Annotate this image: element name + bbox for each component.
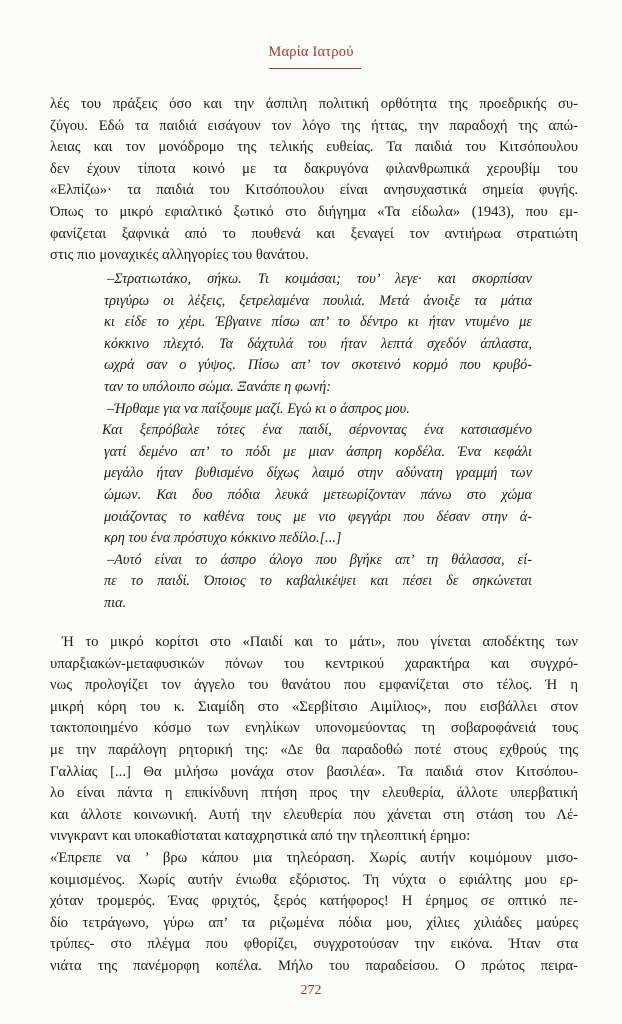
text-line: χόταν τρομερός. Ένας φριχτός, ξερός κατήφορος! Η έρημος σε οπτικό πε- [50, 893, 578, 910]
text-line: «Έπρεπε να ’ βρω κάπου μια τηλεόραση. Χωρίς αυτήν κοιμόμουν μισο- [50, 850, 578, 866]
quote-line: –Ήρθαμε για να παίξουμε μαζί. Εγώ κι ο άσπρος μου. [107, 400, 410, 417]
quote-line: –Στρατιωτάκο, σήκω. Τι κοιμάσαι; του’ λεγε· και σκορπίσαν [107, 271, 532, 287]
text-line: λές του πράξεις όσο και την άσπιλη πολιτική ορθότητα της προεδρικής συ- [50, 96, 578, 112]
page-number: 272 [300, 983, 322, 998]
quote-line: τριγύρω οι λέξεις, ξετρελαμένα πουλιά. Μετά άνοιξε τα μάτια [104, 292, 532, 309]
text-line: στις πιο μοναχικές αλληγορίες του θανάτου. [50, 247, 309, 264]
text-line: τακτοποιημένο κόσμο των ενηλίκων υπονομεύοντας τη σοβαροφάνειά τους [50, 720, 578, 737]
text-line: λο είναι πάντα η επικίνδυνη πτήση προς την ελευθερία, άλλοτε υπερβατική [50, 785, 578, 802]
quote-line: ταν το υπόλοιπο σώμα. Ξανάπε η φωνή: [104, 378, 332, 395]
text-line: υπαρξιακών-μεταφυσικών πόνων του κεντρικού χαρακτήρα και συγχρό- [50, 655, 578, 672]
text-line: νινγκραντ και υποκαθίσταται καταχρηστικά από την τηλεοπτική έρημο: [50, 828, 471, 845]
text-line: Γαλλίας [...] Θα μιλήσω μονάχα στον βασιλέα». Τα παιδιά στον Κιτσόπου- [50, 763, 578, 780]
quote-line: μοιάζοντας το καθένα τους με νιο φεγγάρι που δέσαν στην ά- [104, 508, 532, 525]
quotation-block [104, 269, 532, 615]
text-line: Όπως το μικρό εφιαλτικό ξωτικό στο διήγημα «Τα είδωλα» (1943), που εμ- [50, 203, 578, 220]
text-line: «Ελπίζω»· τα παιδιά του Κιτσόπουλου είναι ανησυχαστικά σημεία φυγής. [50, 182, 578, 199]
text-line: Ή το μικρό κορίτσι στο «Παιδί και το μάτι», που γίνεται αποδέκτης των [62, 634, 578, 650]
text-line: λειας και τον μονόδρομο της τελικής ευθείας. Τα παιδιά του Κιτσόπουλου [50, 139, 578, 156]
text-line: ζύγου. Εδώ τα παιδιά εισάγουν τον λόγο της ήττας, την παραδοχή της απώ- [50, 117, 578, 134]
text-line: νιάτα της πανέμορφη κοπέλα. Μήλο του παραδείσου. Ο πρώτος πειρα- [50, 957, 578, 974]
paragraph-2 [50, 632, 578, 848]
header-underline [269, 68, 361, 69]
text-line: δίο τετράγωνο, γύρω απ’ τα ριζωμένα πόδια μου, χίλιες χιλιάδες μαύρες [50, 914, 578, 931]
text-line: και άλλοτε κοινωνική. Αυτή την ελευθερία που χάνεται στη στάση του Λέ- [50, 806, 578, 823]
quote-line: ώμων. Και δυο πόδια λευκά μετεωρίζονταν πάνω στο χώμα [104, 486, 532, 503]
running-header-author: Μαρία Ιατρού [268, 44, 354, 60]
quote-line: κρη του ένα πρόστυχο κόκκινο πεδίλο.[...] [104, 530, 342, 547]
text-line: φανίζεται ξαφνικά από το πουθενά και ξεναγεί τον αντιήρωα στρατιώτη [50, 225, 578, 242]
paragraph-1 [50, 94, 578, 267]
text-line: με την παράλογη ρητορική της: «Δε θα παραδοθώ ποτέ στους εχθρούς της [50, 741, 578, 758]
quote-line: κι είδε το χέρι. Έβγαινε πίσω απ’ το δέντρο κι ήταν ντυμένο με [104, 314, 532, 331]
quote-line: κόκκινο πλεχτό. Τα δάχτυλά του ήταν λεπτά σχεδόν άπλαστα, [104, 335, 532, 352]
quote-line: ωχρά σαν ο γύψος. Πίσω απ’ τον σκοτεινό κορμό που κρυβό- [104, 357, 532, 374]
text-line: μικρή κόρη του κ. Σιαμίδη στο «Σερβίτσιο Αιμίλιος», που εισβάλλει στον [50, 698, 578, 715]
paragraph-3-quotation [50, 848, 578, 978]
quote-line: πε το παιδί. Όποιος το καβαλικέψει και πέσει δε σηκώνεται [104, 573, 532, 590]
text-line: τρύπες- στο πλέγμα που φθορίζει, συγχροτούσαν την εικόνα. Ήταν στα [50, 936, 578, 953]
quote-line: –Αυτό είναι το άσπρο άλογο που βγήκε απ’ τη θάλασσα, εί- [107, 551, 532, 568]
quote-line: πια. [104, 594, 127, 611]
quote-line: μεγάλο ήταν βυθισμένο δίχως λαιμό στην αδύνατη γραμμή των [104, 465, 532, 482]
quote-line: γατί δεμένο απ’ το πόδι με μιαν άσπρη κορδέλα. Ένα κεφάλι [104, 443, 532, 460]
quote-line: Και ξεπρόβαλε τότες ένα παιδί, σέρνοντας ένα κατσιασμένο [102, 422, 532, 439]
text-line: δεν έχουν τίποτα κοινό με τα δακρυγόνα φιλανθρωπικά χερουβίμ του [50, 160, 578, 177]
text-line: νως προλογίζει τον άγγελο του θανάτου που εμφανίζεται στο τέλος. Ή η [50, 677, 578, 694]
text-line: κοιμισμένος. Χωρίς αυτήν ένιωθα εξόριστος. Τη νύχτα ο εφιάλτης μου ερ- [50, 871, 578, 888]
